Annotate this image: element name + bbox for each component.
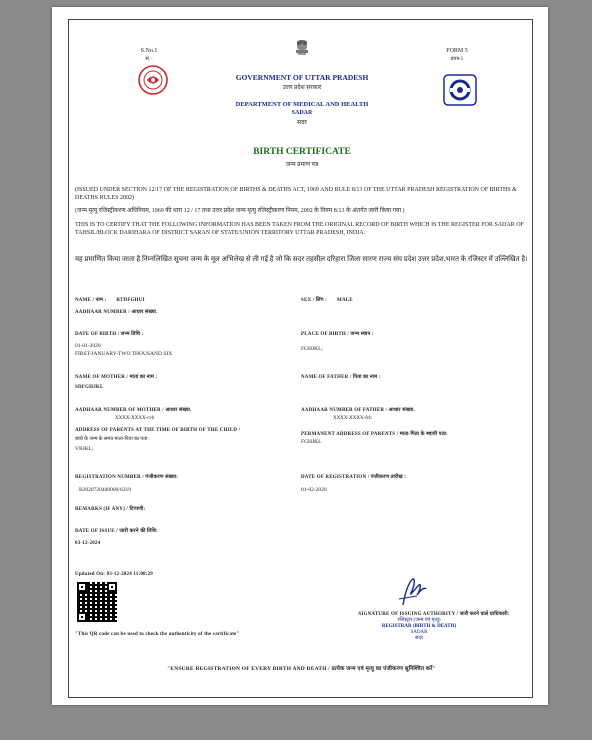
permanent-address-value: FGHJKL	[301, 439, 322, 445]
issue-date-label: DATE OF ISSUE / जारी करने की तिथि:	[75, 529, 158, 534]
registration-number-value: B2020720400000/6319	[79, 487, 131, 493]
mother-name-label: NAME OF MOTHER / माता का नाम :	[75, 375, 158, 380]
father-aadhaar-value: XXXX-XXXX-fch	[333, 416, 372, 421]
up-government-seal	[138, 65, 168, 95]
certificate-title: BIRTH CERTIFICATE	[253, 147, 351, 157]
permanent-address-label: PERMANENT ADDRESS OF PARENTS / माता-पिता के स्थायी पता:	[301, 432, 448, 437]
birth-address-value: VBJKL;	[75, 446, 94, 452]
dob-words: FIRST-JANUARY-TWO THOUSAND SIX	[75, 351, 173, 357]
registration-number-label: REGISTRATION NUMBER / पंजीकरण संख्या:	[75, 475, 179, 480]
registrar-place-hindi: सदर	[414, 636, 424, 641]
mother-aadhaar-value: XXXX-XXXX-cvb	[115, 416, 155, 421]
remarks-label: REMARKS (IF ANY) / टिप्पणी:	[75, 507, 146, 512]
registration-date-value: 01-02-2020	[301, 487, 327, 493]
aadhaar-label: AADHAAR NUMBER / आधार संख्या.	[75, 310, 158, 315]
department-title: DEPARTMENT OF MEDICAL AND HEALTH	[235, 101, 369, 108]
certificate-border	[68, 19, 533, 698]
birth-address-label-hindi: बच्चे के जन्म के समय माता-पिता का पता:	[75, 437, 149, 442]
national-emblem-icon	[294, 37, 310, 59]
registrar-place: SADAR	[410, 630, 428, 635]
sex-field	[301, 288, 353, 306]
government-title: GOVERNMENT OF UTTAR PRADESH	[235, 73, 369, 82]
pob-value: FGHJKL;	[301, 346, 324, 352]
certificate-page	[52, 7, 548, 705]
signature-label: SIGNATURE OF ISSUING AUTHORITY / जारी करने वाले प्राधिकारी:	[358, 612, 510, 617]
certificate-title-hindi: जन्म प्रमाण पत्र	[285, 162, 319, 168]
dob-value: 01-01-2020	[75, 343, 101, 349]
sex-value: MALE	[337, 298, 353, 303]
serial-number-hindi: सं. :	[145, 57, 153, 62]
dob-label: DATE OF BIRTH / जन्म तिथि :	[75, 332, 144, 337]
government-title-hindi: उत्तर प्रदेश सरकार	[282, 85, 322, 91]
qr-note: "This QR code can be used to check the authenticity of the certificate"	[75, 632, 240, 637]
form-number-hindi: प्रपत्र-5	[450, 57, 464, 62]
issue-date-value: 03-12-2024	[75, 541, 101, 546]
father-aadhaar-label: AADHAAR NUMBER OF FATHER / आधार संख्या.	[301, 408, 415, 413]
father-name-label: NAME OF FATHER / पिता का नाम :	[301, 375, 381, 380]
registration-date-label: DATE OF REGISTRATION / पंजीकरण तारीख :	[301, 475, 407, 480]
issued-under-text-hindi: (जन्म मृत्यु रजिस्ट्रीकरण अधिनियम, 1969 की धारा 12 / 17 तथा उत्तर प्रदेश जन्म मृत्यु रजिस्ट्रीकरण नियम, 2002 के नियम 8/13 के अंतर्गत जारी किया गया )	[75, 208, 405, 214]
issued-under-text: (ISSUED UNDER SECTION 12/17 OF THE REGISTRATION OF BIRTHS & DEATHS ACT, 1969 AND RULE 8/13 OF THE UTTAR PRADESH REGISTRATION OF BIRTHS & DEATHS RULES 2002)	[75, 187, 517, 201]
serial-number: S.No.1	[140, 48, 158, 54]
crs-logo-icon	[443, 74, 477, 106]
birth-address-label: ADDRESS OF PARENTS AT THE TIME OF BIRTH OF THE CHILD /	[75, 428, 241, 433]
district-name: SADAR	[291, 110, 313, 116]
certify-text: THIS IS TO CERTIFY THAT THE FOLLOWING INFORMATION HAS BEEN TAKEN FROM THE ORIGINAL RECORD OF BIRTH WHICH IS THE REGISTER FOR SADAR OF TAHSIL/BLOCK DARIHARA OF DISTRICT SARAN OF STATE/UNION TERRITORY UTTAR PRADESH, INDIA.	[75, 222, 524, 236]
footer-slogan: "ENSURE REGISTRATION OF EVERY BIRTH AND DEATH / प्रत्येक जन्म एवं मृत्यु का पंजीकरण सुनिश्चित करें"	[167, 666, 436, 672]
district-name-hindi: सदर	[297, 120, 307, 126]
certify-text-hindi: यह प्रमाणित किया जाता है निम्नलिखित सूचना जन्म के मूल अभिलेख से ली गई है जो कि सदर तहसील दरिहारा जिला सारण राज्य संघ प्रदेश उत्तर प्रदेश,भारत के रजिस्टर में उल्लिखित है।	[75, 255, 528, 263]
name-value: RTDFGHUI	[116, 298, 145, 303]
name-field	[75, 288, 145, 306]
registrar-title-hindi: रजिस्ट्रार (जन्म एवं मृत्यु)	[397, 618, 441, 623]
mother-name-value: SDFGHJKL	[75, 385, 104, 390]
form-number: FORM 5	[446, 48, 468, 54]
name-label: NAME / नाम :	[75, 298, 107, 303]
mother-aadhaar-label: AADHAAR NUMBER OF MOTHER / आधार संख्या.	[75, 408, 192, 413]
updated-on: Updated On: 03-12-2024 11:08:29	[75, 572, 154, 577]
pob-label: PLACE OF BIRTH / जन्म स्थान :	[301, 332, 374, 337]
registrar-title: REGISTRAR (BIRTH & DEATH)	[381, 624, 457, 629]
verification-qr-code[interactable]	[77, 582, 117, 622]
sex-label: SEX / लिंग :	[301, 298, 328, 303]
signature-image	[395, 575, 429, 609]
